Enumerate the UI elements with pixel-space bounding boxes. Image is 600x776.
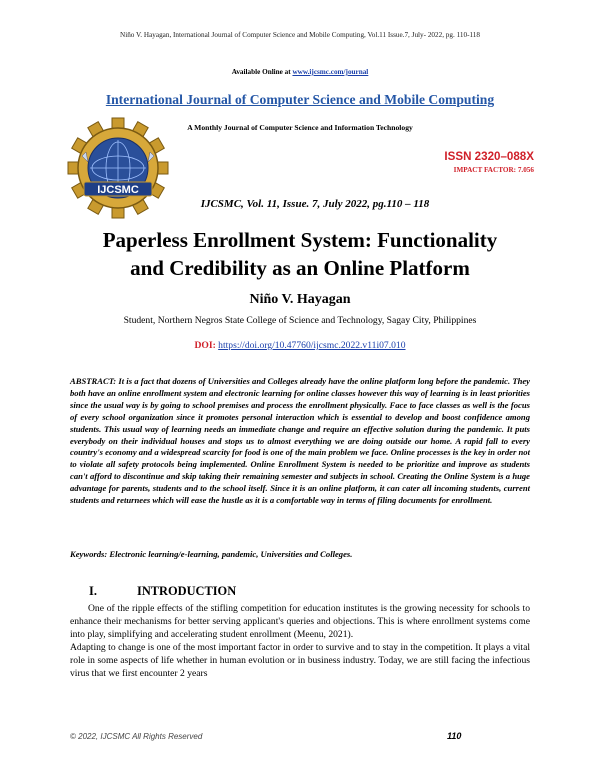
introduction-paragraph-1: One of the ripple effects of the stifling competition for education institutes is the growing necessity for schools to enhance their mechanisms for better serving applicant's queries and objections. This is where enrollment systems come into play, simplifying and accelerating student enrollment (Meenu, 2021). <box>70 603 530 640</box>
availability-label: Available Online at <box>231 68 293 76</box>
issn-label: ISSN 2320–088X <box>444 150 534 163</box>
page-number: 110 <box>447 731 462 741</box>
introduction-paragraph-2: Adapting to change is one of the most important factor in order to survive and to stay in the competition. It plays a vital role in some aspects of life whether in human evolution or in business industry. Today, we are still facing the infectious virus that we first encounter 2 years <box>70 641 530 679</box>
journal-website-link[interactable]: www.ijcsmc.com/journal <box>292 68 369 76</box>
author-name: Niño V. Hayagan <box>249 292 351 307</box>
doi-line <box>0 340 600 351</box>
paper-title-line1: Paperless Enrollment System: Functionality <box>102 228 498 252</box>
abstract: ABSTRACT: It is a fact that dozens of Universities and Colleges already have the online platform long before the pandemic. They both have an online enrollment system and electronic learning for online classes however this way of learning is in least priorities since the usual way is by going to school premises and process the enrollment physically. Face to face classes as well is the focus of every school organization since it promotes personal interaction which is essential to develop and boost confidence among students. This usual way of learning needs an immediate change and require an effective solution during the pandemic. It puts everybody on their individual houses and stops us to almost everything we are doing outside our home. A rapid fall to every country's economy and a widespread scarcity for food is one of the main problem we face. Online processes is the key in order not to violate all safety protocols being implemented. Online Enrollment System is needed to be prioritize and improve as students can't afford to discontinue and skip taking their remaining semester and subjects in school. Creating the Online System is a huge advantage for parents, students and to the school itself. Since it is an online platform, it can cater all incoming students, current students and returnees which will ease the hustle as it is a comfortable way in terms of filing documents for enrollment. <box>70 376 530 506</box>
section-number: I. <box>89 584 97 598</box>
section-heading <box>89 584 236 599</box>
paper-title-line2: and Credibility as an Online Platform <box>130 256 470 280</box>
logo-text: IJCSMC <box>97 184 139 196</box>
doi-label: DOI: <box>194 340 219 351</box>
impact-factor-label: IMPACT FACTOR: 7.056 <box>453 166 534 174</box>
running-header: Niño V. Hayagan, International Journal of Computer Science and Mobile Computing, Vol.11 Issue.7, July- 2022, pg. 110-118 <box>120 31 480 39</box>
paper-title <box>0 226 600 282</box>
author-affiliation: Student, Northern Negros State College of Science and Technology, Sagay City, Philippines <box>123 315 477 326</box>
issue-citation: IJCSMC, Vol. 11, Issue. 7, July 2022, pg.110 – 118 <box>200 198 430 210</box>
introduction-body <box>70 603 530 681</box>
journal-subtitle: A Monthly Journal of Computer Science and Information Technology <box>187 123 413 132</box>
journal-title: International Journal of Computer Science and Mobile Computing <box>105 92 495 107</box>
section-title: INTRODUCTION <box>137 584 237 598</box>
doi-link[interactable]: https://doi.org/10.47760/ijcsmc.2022.v11i07.010 <box>218 340 406 351</box>
keywords: Keywords: Electronic learning/e-learning, pandemic, Universities and Colleges. <box>70 549 353 559</box>
footer-copyright: © 2022, IJCSMC All Rights Reserved <box>70 732 203 741</box>
availability-line <box>0 68 600 76</box>
